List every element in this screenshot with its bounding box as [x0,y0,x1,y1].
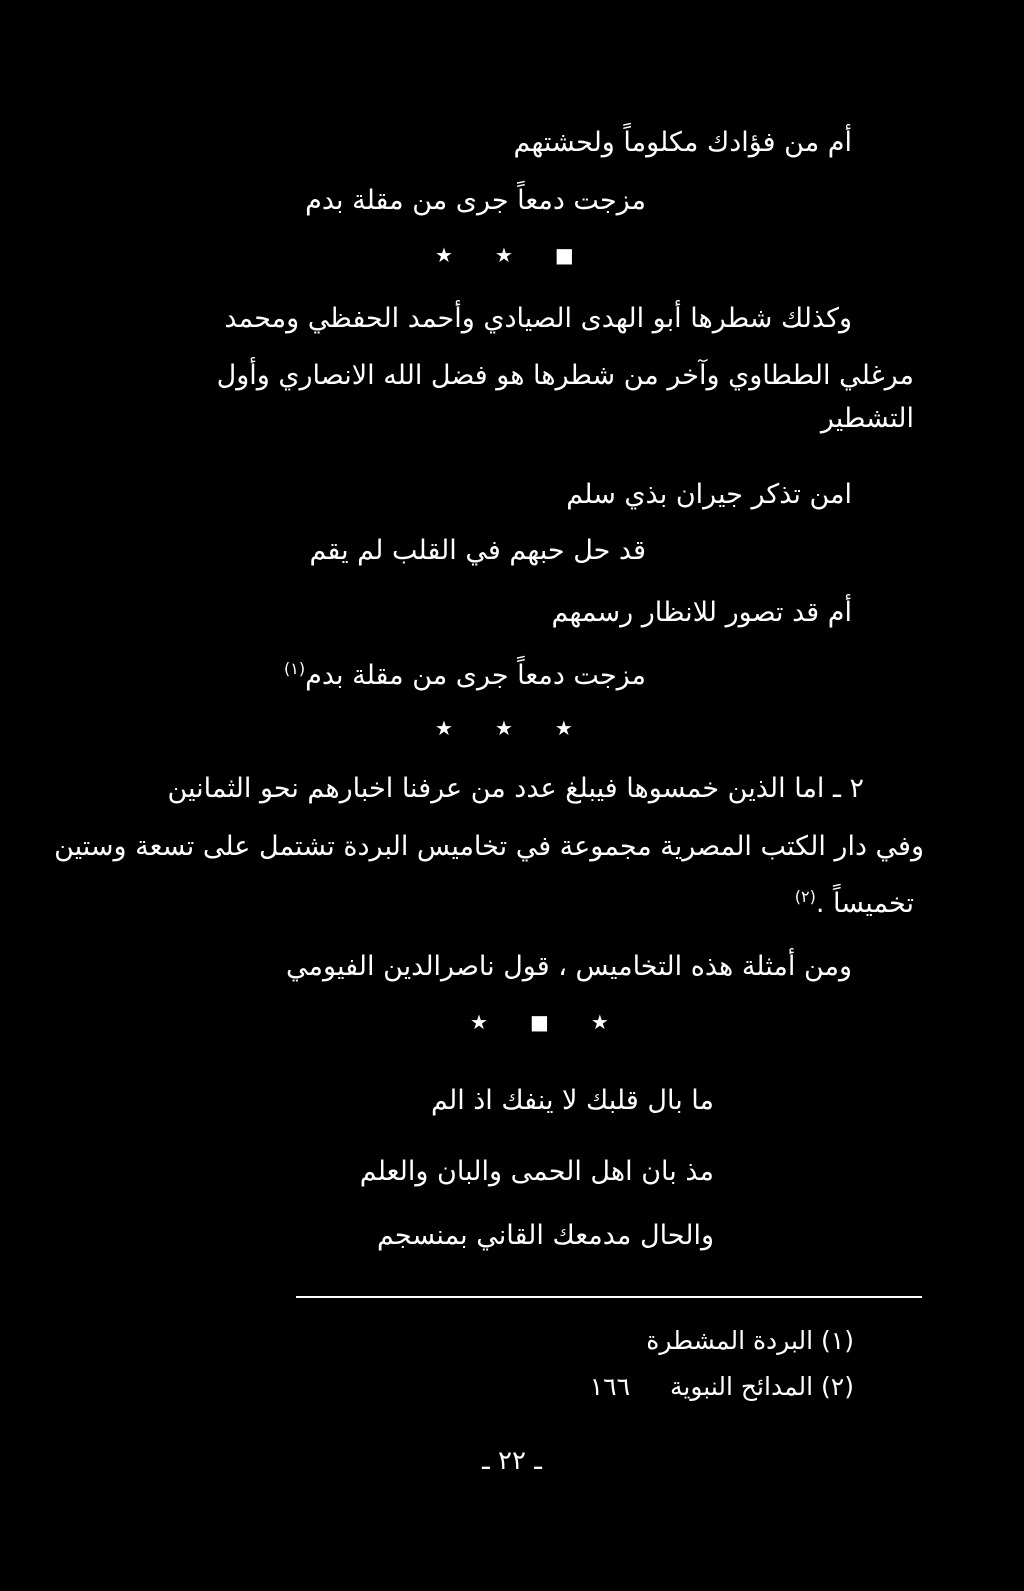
separator-mark: ★ [470,1010,488,1034]
poem1-line2: مزجت دمعاً جرى من مقلة بدم [305,185,646,216]
prose2-line3 [795,880,914,921]
separator-mark: ★ [590,1010,609,1034]
prose2-line1: ٢ ـ اما الذين خمسوها فيبلغ عدد من عرفنا اخبارهم نحو الثمانين [167,773,864,804]
separator-1 [435,245,574,265]
footnote-ref-2: (٢) [794,887,816,906]
separator-mark: ★ [435,243,453,267]
poem2-line4 [284,652,646,693]
poem2-line4-text: مزجت دمعاً جرى من مقلة بدم [305,660,646,691]
separator-3 [470,1012,609,1032]
prose2-line3-text: تخميساً . [815,888,914,919]
poem3-line3: والحال مدمعك القاني بمنسجم [376,1220,714,1251]
prose2-line2: وفي دار الكتب المصرية مجموعة في تخاميس البردة تشتمل على تسعة وستين [54,831,924,862]
footnote-2-text: (٢) المدائح النبوية [670,1372,854,1401]
prose1-line2: مرغلي الططاوي وآخر من شطرها هو فضل الله الانصاري وأول [216,360,914,391]
separator-mark: ★ [494,716,513,740]
poem2-line3: أم قد تصور للانظار رسمهم [551,597,852,628]
footnote-ref-1: (١) [284,659,306,678]
separator-mark: ★ [435,716,453,740]
footnote-2-page: ١٦٦ [589,1372,631,1401]
separator-mark: ■ [554,243,574,267]
poem2-line2: قد حل حبهم في القلب لم يقم [309,535,646,566]
prose2-line4: ومن أمثلة هذه التخاميس ، قول ناصرالدين الفيومي [286,951,852,982]
poem1-line1: أم من فؤادك مكلوماً ولحشتهم [513,127,852,158]
poem3-line2: مذ بان اهل الحمى والبان والعلم [359,1156,714,1187]
separator-2 [435,718,573,738]
footnote-rule [296,1296,922,1298]
prose1-line1: وكذلك شطرها أبو الهدى الصيادي وأحمد الحفظي ومحمد [224,303,852,334]
separator-mark: ■ [529,1010,549,1034]
page-number: ـ ٢٢ ـ [482,1446,542,1476]
poem2-line1: امن تذكر جيران بذي سلم [566,479,852,510]
prose1-line3: التشطير [820,403,914,434]
footnote-2 [590,1372,854,1402]
poem3-line1: ما بال قلبك لا ينفك اذ الم [431,1085,714,1116]
separator-mark: ★ [554,716,573,740]
footnote-1: (١) البردة المشطرة [646,1326,854,1355]
separator-mark: ★ [494,243,513,267]
